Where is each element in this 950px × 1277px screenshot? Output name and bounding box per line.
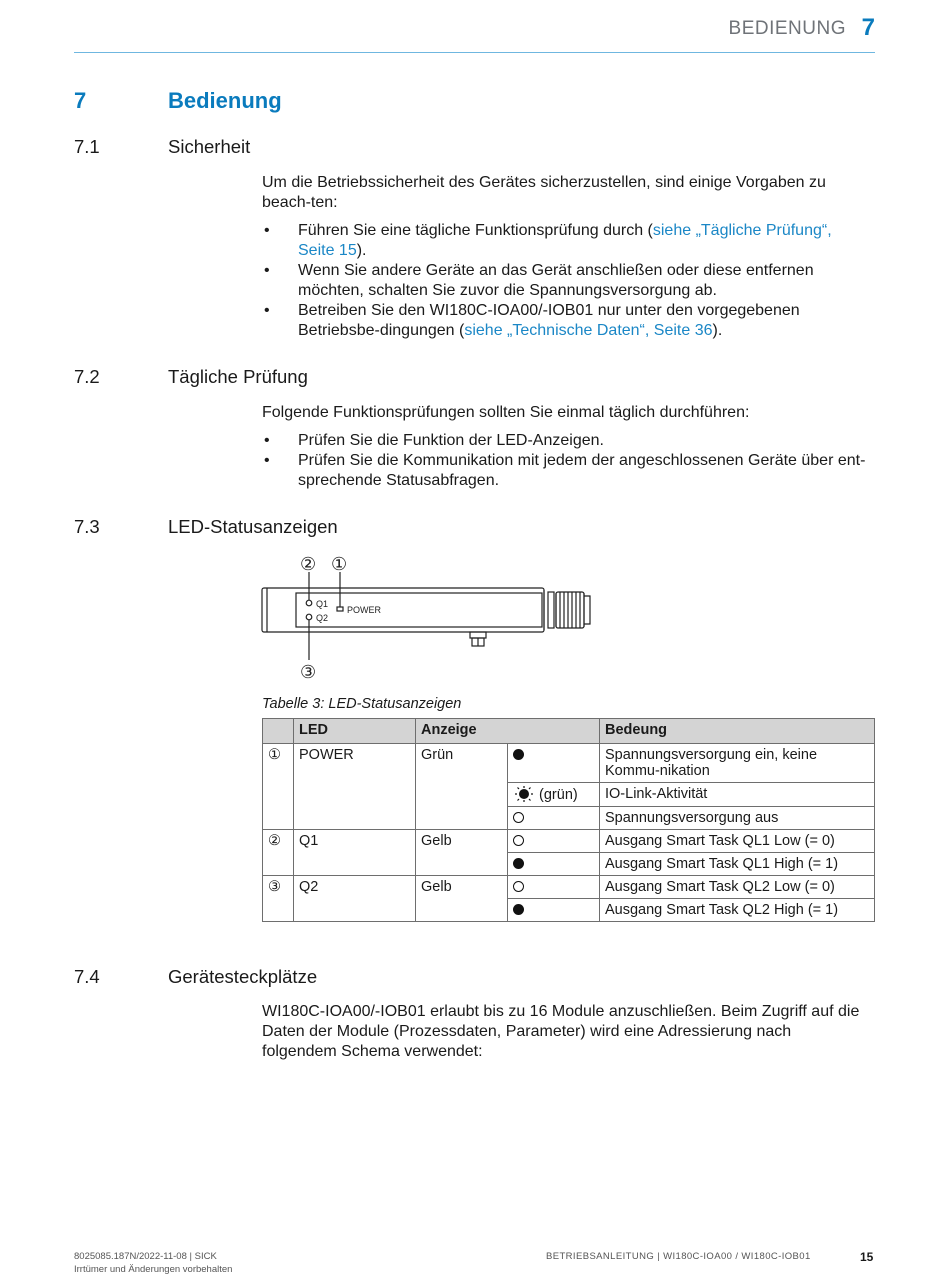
intro-paragraph: Folgende Funktionsprüfungen sollten Sie einmal täglich durchführen: bbox=[262, 404, 750, 421]
callout-1: ① bbox=[331, 554, 348, 575]
column-header: LED bbox=[294, 719, 416, 744]
section-number: 7.3 bbox=[74, 516, 100, 537]
meaning-cell: IO-Link-Aktivität bbox=[600, 783, 875, 807]
led-color: Gelb bbox=[416, 876, 508, 922]
led-q2-icon bbox=[306, 614, 312, 620]
running-header-title: BEDIENUNG bbox=[728, 18, 846, 39]
footer-document-title: BETRIEBSANLEITUNG | WI180C-IOA00 / WI180C-IOB01 bbox=[546, 1251, 811, 1262]
section-number: 7.4 bbox=[74, 966, 100, 987]
device-led-figure bbox=[258, 550, 603, 685]
cross-reference-link[interactable]: siehe „Technische Daten“, Seite 36 bbox=[464, 322, 713, 339]
meaning-cell: Ausgang Smart Task QL1 Low (= 0) bbox=[600, 830, 875, 853]
led-q1-label: Q1 bbox=[316, 599, 329, 609]
blink-color-label: (grün) bbox=[539, 787, 578, 803]
bullet-icon: • bbox=[264, 432, 270, 449]
state-cell bbox=[508, 783, 600, 807]
led-name: Q1 bbox=[294, 830, 416, 876]
section-paragraph: WI180C-IOA00/-IOB01 erlaubt bis zu 16 Module anzuschließen. Beim Zugriff auf die Daten der Module (Prozessdaten, Parameter) wird eine Adressierung nach folgendem Schema verwendet: bbox=[262, 1003, 860, 1060]
bullet-icon: • bbox=[264, 452, 270, 469]
led-blinking-icon bbox=[513, 786, 535, 802]
section-title: Tägliche Prüfung bbox=[168, 366, 308, 387]
row-number: ③ bbox=[263, 876, 294, 922]
state-cell bbox=[508, 744, 600, 783]
row-number: ① bbox=[263, 744, 294, 830]
device-housing bbox=[262, 588, 544, 632]
section-number: 7.2 bbox=[74, 366, 100, 387]
bullet-icon: • bbox=[264, 302, 270, 319]
column-header: Bedeung bbox=[600, 719, 875, 744]
state-cell bbox=[508, 853, 600, 876]
section-title: Gerätesteckplätze bbox=[168, 966, 318, 987]
list-item: • Betreiben Sie den WI180C-IOA00/-IOB01 nur unter den vorgegebenen Betriebsbe-dingungen (siehe „Technische Daten“, Seite 36). bbox=[264, 302, 800, 339]
page-number: 15 bbox=[860, 1250, 874, 1264]
section-title: Sicherheit bbox=[168, 136, 251, 157]
meaning-cell: Spannungsversorgung aus bbox=[600, 807, 875, 830]
led-on-icon bbox=[513, 749, 524, 760]
led-on-icon bbox=[513, 904, 524, 915]
table-header-row bbox=[263, 719, 875, 744]
led-off-icon bbox=[513, 881, 524, 892]
header-rule bbox=[74, 52, 875, 53]
chapter-title: Bedienung bbox=[168, 88, 282, 113]
led-panel bbox=[296, 593, 542, 627]
meaning-cell: Ausgang Smart Task QL1 High (= 1) bbox=[600, 853, 875, 876]
document-id: 8025085.187N/2022-11-08 | SICK bbox=[74, 1251, 217, 1262]
section-number: 7.1 bbox=[74, 136, 100, 157]
led-color: Gelb bbox=[416, 830, 508, 876]
led-power-label: POWER bbox=[347, 605, 382, 615]
table-row bbox=[263, 744, 875, 783]
section-title: LED-Statusanzeigen bbox=[168, 516, 338, 537]
led-name: POWER bbox=[294, 744, 416, 830]
section-body bbox=[262, 403, 874, 491]
column-header bbox=[263, 719, 294, 744]
callout-2: ② bbox=[300, 554, 317, 575]
table-caption: Tabelle 3: LED-Statusanzeigen bbox=[262, 696, 462, 712]
section-body bbox=[262, 173, 868, 341]
list-item: • Prüfen Sie die Funktion der LED-Anzeigen. bbox=[264, 432, 604, 449]
state-cell bbox=[508, 807, 600, 830]
led-q1-icon bbox=[306, 600, 312, 606]
column-header: Anzeige bbox=[416, 719, 600, 744]
cross-reference-link[interactable]: siehe „Tägliche Prüfung“, Seite 15 bbox=[298, 222, 832, 259]
led-q2-label: Q2 bbox=[316, 613, 329, 623]
intro-paragraph: Um die Betriebssicherheit des Gerätes sicherzustellen, sind einige Vorgaben zu beach-ten: bbox=[262, 174, 826, 211]
led-off-icon bbox=[513, 812, 524, 823]
table-row bbox=[263, 830, 875, 853]
led-on-icon bbox=[513, 858, 524, 869]
chapter-number: 7 bbox=[74, 88, 87, 113]
led-name: Q2 bbox=[294, 876, 416, 922]
led-off-icon bbox=[513, 835, 524, 846]
meaning-cell: Ausgang Smart Task QL2 High (= 1) bbox=[600, 899, 875, 922]
led-status-table bbox=[262, 718, 875, 922]
bullet-icon: • bbox=[264, 222, 270, 239]
list-item: • Wenn Sie andere Geräte an das Gerät anschließen oder diese entfernen möchten, schalten Sie zuvor die Spannungsversorgung ab. bbox=[264, 262, 814, 299]
callout-3: ③ bbox=[300, 662, 317, 683]
list-item: • Prüfen Sie die Kommunikation mit jedem der angeschlossenen Geräte über ent-sprechende Statusabfragen. bbox=[264, 452, 866, 489]
state-cell bbox=[508, 830, 600, 853]
bullet-list bbox=[262, 431, 874, 491]
meaning-cell: Spannungsversorgung ein, keine Kommu-nikation bbox=[600, 744, 875, 783]
state-cell bbox=[508, 899, 600, 922]
list-item: • Führen Sie eine tägliche Funktionsprüfung durch (siehe „Tägliche Prüfung“, Seite 15). bbox=[264, 222, 832, 259]
bullet-list bbox=[262, 221, 868, 341]
bullet-icon: • bbox=[264, 262, 270, 279]
row-number: ② bbox=[263, 830, 294, 876]
led-color: Grün bbox=[416, 744, 508, 830]
state-cell bbox=[508, 876, 600, 899]
running-header-chapter: 7 bbox=[861, 14, 875, 41]
table-row bbox=[263, 876, 875, 899]
footer-left bbox=[74, 1250, 232, 1276]
led-power-icon bbox=[337, 607, 343, 611]
meaning-cell: Ausgang Smart Task QL2 Low (= 0) bbox=[600, 876, 875, 899]
disclaimer: Irrtümer und Änderungen vorbehalten bbox=[74, 1264, 233, 1275]
